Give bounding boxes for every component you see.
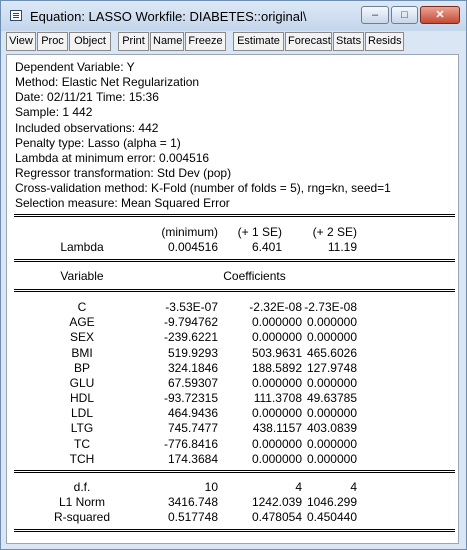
lambda-value-1se: 6.401 [251, 240, 282, 254]
regressor-transform-line: Regressor transformation: Std Dev (pop) [15, 166, 232, 180]
coef-minimum: 464.9436 [167, 406, 218, 420]
stats-button[interactable]: Stats [333, 32, 364, 51]
coef-2se: 0.000000 [306, 376, 357, 390]
coef-minimum: 519.9293 [167, 346, 218, 360]
cross-validation-line: Cross-validation method: K-Fold (number of folds = 5), rng=kn, seed=1 [15, 181, 391, 195]
resids-button[interactable]: Resids [365, 32, 404, 51]
coef-2se: 0.000000 [306, 406, 357, 420]
stat-minimum: 0.517748 [167, 510, 218, 524]
date-line: Date: 02/11/21 Time: 15:36 [15, 90, 159, 104]
stat-minimum: 10 [204, 480, 218, 494]
stat-name: L1 Norm [58, 495, 105, 509]
coefficients-header: Coefficients [223, 269, 286, 283]
coef-minimum: -3.53E-07 [165, 300, 218, 314]
coef-1se: 0.000000 [251, 376, 302, 390]
coef-minimum: -776.8416 [163, 437, 218, 451]
coef-2se: 0.000000 [306, 315, 357, 329]
pane-border [459, 54, 464, 544]
coef-2se: 0.000000 [306, 452, 357, 466]
lambda-col-1se: (+ 1 SE) [237, 225, 282, 239]
variable-name: SEX [69, 330, 94, 344]
object-button[interactable]: Object [69, 32, 111, 51]
rule [14, 216, 455, 217]
variable-header: Variable [60, 269, 104, 283]
stat-minimum: 3416.748 [167, 495, 218, 509]
stat-1se: 4 [295, 480, 302, 494]
coef-2se: 0.000000 [306, 330, 357, 344]
name-button[interactable]: Name [150, 32, 184, 51]
stat-name: R-squared [53, 510, 111, 524]
coef-2se: 0.000000 [306, 437, 357, 451]
coef-1se: 0.000000 [251, 330, 302, 344]
rule [14, 529, 455, 530]
rule [14, 289, 455, 290]
coef-minimum: -9.794762 [163, 315, 218, 329]
variable-name: AGE [69, 315, 95, 329]
coef-minimum: 324.1846 [167, 361, 218, 375]
rule [14, 291, 455, 292]
variable-name: TCH [69, 452, 95, 466]
stat-2se: 1046.299 [306, 495, 357, 509]
lambda-col-2se: (+ 2 SE) [312, 225, 357, 239]
minimize-button[interactable]: ‒ [361, 6, 389, 24]
forecast-button[interactable]: Forecast [285, 32, 332, 51]
coef-minimum: -239.6221 [163, 330, 218, 344]
coef-1se: 0.000000 [251, 452, 302, 466]
estimate-button[interactable]: Estimate [233, 32, 284, 51]
variable-name: BMI [71, 346, 93, 360]
coef-1se: -2.32E-08 [249, 300, 302, 314]
variable-name: TC [74, 437, 90, 451]
variable-name: HDL [69, 391, 94, 405]
lambda-value-minimum: 0.004516 [167, 240, 218, 254]
rule [14, 259, 455, 260]
stat-2se: 4 [350, 480, 357, 494]
coef-1se: 188.5892 [251, 361, 302, 375]
coef-1se: 0.000000 [251, 437, 302, 451]
stat-name: d.f. [73, 480, 91, 494]
sample-line: Sample: 1 442 [15, 105, 93, 119]
rule [14, 531, 455, 532]
variable-name: LDL [70, 406, 93, 420]
system-menu-icon[interactable] [10, 10, 22, 21]
proc-button[interactable]: Proc [37, 32, 68, 51]
stat-2se: 0.450440 [306, 510, 357, 524]
dependent-variable-line: Dependent Variable: Y [15, 60, 135, 74]
stat-1se: 0.478054 [251, 510, 302, 524]
coef-1se: 503.9631 [251, 346, 302, 360]
coef-minimum: 745.7477 [167, 421, 218, 435]
variable-name: C [77, 300, 87, 314]
rule [14, 470, 455, 471]
freeze-button[interactable]: Freeze [185, 32, 226, 51]
coef-2se: 127.9748 [306, 361, 357, 375]
variable-name: LTG [70, 421, 94, 435]
close-button[interactable]: ✕ [420, 6, 460, 24]
window-title: Equation: LASSO Workfile: DIABETES::original\ [30, 9, 307, 24]
maximize-button[interactable]: □ [391, 6, 418, 24]
coef-1se: 0.000000 [251, 315, 302, 329]
coef-2se: -2.73E-08 [304, 300, 357, 314]
variable-name: GLU [69, 376, 95, 390]
rule [14, 472, 455, 473]
view-button[interactable]: View [6, 32, 36, 51]
coef-1se: 111.3708 [253, 391, 302, 405]
stat-1se: 1242.039 [251, 495, 302, 509]
lambda-value-2se: 11.19 [327, 240, 357, 254]
rule [14, 261, 455, 262]
lambda-min-line: Lambda at minimum error: 0.004516 [15, 151, 210, 165]
coef-minimum: 67.59307 [167, 376, 218, 390]
coef-2se: 49.63785 [306, 391, 357, 405]
coef-2se: 465.6026 [306, 346, 357, 360]
coef-minimum: -93.72315 [163, 391, 218, 405]
coef-1se: 0.000000 [251, 406, 302, 420]
toolbar [6, 31, 464, 53]
penalty-line: Penalty type: Lasso (alpha = 1) [15, 136, 181, 150]
rule [14, 214, 455, 215]
lambda-col-minimum: (minimum) [161, 225, 218, 239]
variable-name: BP [73, 361, 90, 375]
output-pane[interactable] [6, 54, 459, 544]
lambda-label: Lambda [60, 240, 104, 254]
method-line: Method: Elastic Net Regularization [15, 75, 200, 89]
coef-minimum: 174.3684 [167, 452, 218, 466]
title-bar[interactable] [1, 1, 466, 31]
print-button[interactable]: Print [118, 32, 149, 51]
selection-measure-line: Selection measure: Mean Squared Error [15, 196, 230, 210]
observations-line: Included observations: 442 [15, 121, 159, 135]
coef-2se: 403.0839 [306, 421, 357, 435]
coef-1se: 438.1157 [252, 421, 302, 435]
